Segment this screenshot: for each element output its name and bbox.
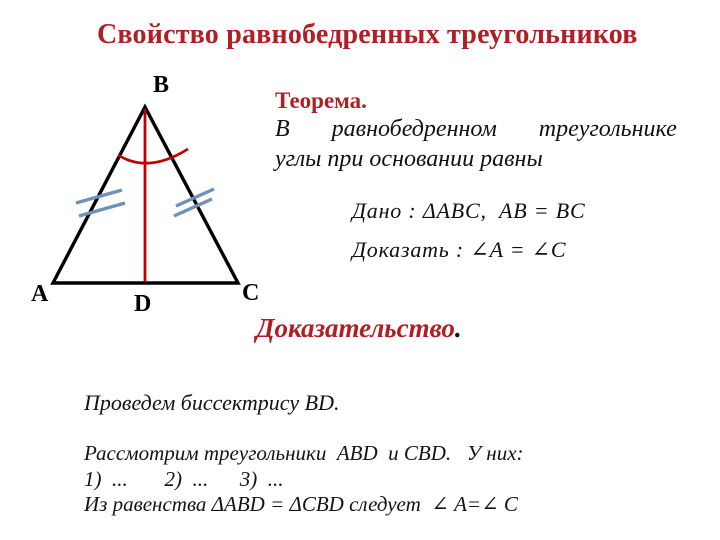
- proof-step-consider-triangles: Рассмотрим треугольники ABD и CBD. У них:: [84, 441, 524, 465]
- proof-heading-word: Доказательство: [256, 313, 455, 343]
- vertex-label-b: B: [153, 72, 170, 98]
- theorem-heading: Теорема.: [275, 88, 367, 113]
- vertex-label-c: C: [242, 280, 260, 306]
- prove-statement: Доказать : ∠A = ∠C: [352, 237, 567, 262]
- slide-title: Свойство равнобедренных треугольников: [97, 19, 638, 50]
- given-statement: Дано : ΔABC, AB = BC: [352, 198, 586, 223]
- proof-step-conclusion: Из равенства ΔABD = ΔCBD следует ∠ A=∠ C: [84, 492, 518, 516]
- proof-step-enumeration: 1) ... 2) ... 3) ...: [84, 467, 284, 491]
- proof-heading: [256, 313, 462, 344]
- theorem-statement-line1: В равнобедренном треугольнике: [275, 116, 677, 142]
- theorem-statement-line2: углы при основании равны: [275, 146, 543, 172]
- proof-heading-period: .: [454, 313, 462, 343]
- proof-step-bisector: Проведем биссектрису BD.: [84, 390, 340, 415]
- angle-arc-at-b: [118, 149, 188, 163]
- vertex-label-a: A: [31, 281, 49, 307]
- vertex-label-d: D: [134, 291, 152, 317]
